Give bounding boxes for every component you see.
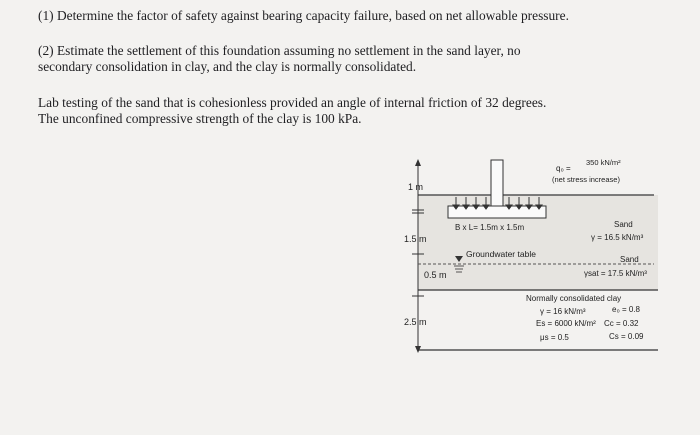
sand-lower-gamma: γsat = 17.5 kN/m³ [584,269,647,278]
clay-gamma: γ = 16 kN/m³ [540,307,586,316]
dim-1m-label: 1 m [408,182,424,192]
clay-Cs: Cs = 0.09 [609,332,644,341]
footing-slab [448,206,546,218]
q0-note: (net stress increase) [552,175,620,184]
dim-2-5m-label: 2.5 m [404,317,427,327]
q0-value: 350 kN/m² [586,158,621,167]
sand-lower-name: Sand [620,255,639,264]
footing-size-label: B x L= 1.5m x 1.5m [455,223,525,232]
clay-mu: μs = 0.5 [540,333,569,342]
q0-label: q₀ = [556,164,571,173]
clay-e0: e₀ = 0.8 [612,305,641,314]
clay-name: Normally consolidated clay [526,294,622,303]
dim-1-5m-label: 1.5 m [404,234,427,244]
soil-info-line-2: The unconfined compressive strength of the clay is 100 kPa. [38,111,362,126]
dim-arrow-top [415,159,421,166]
sand-upper-name: Sand [614,220,633,229]
question-2-line-2: secondary consolidation in clay, and the clay is normally consolidated. [38,59,417,74]
dim-0-5m-label: 0.5 m [424,270,447,280]
question-1: (1) Determine the factor of safety against bearing capacity failure, based on net allowable pressure. [38,8,569,23]
clay-Cc: Cc = 0.32 [604,319,639,328]
question-2-line-1: (2) Estimate the settlement of this foundation assuming no settlement in the sand layer, no [38,43,521,58]
clay-Es: Es = 6000 kN/m² [536,319,596,328]
sand-upper-gamma: γ = 16.5 kN/m³ [591,233,644,242]
groundwater-label: Groundwater table [466,249,536,259]
soil-info-line-1: Lab testing of the sand that is cohesionless provided an angle of internal friction of 32 degrees. [38,95,547,110]
